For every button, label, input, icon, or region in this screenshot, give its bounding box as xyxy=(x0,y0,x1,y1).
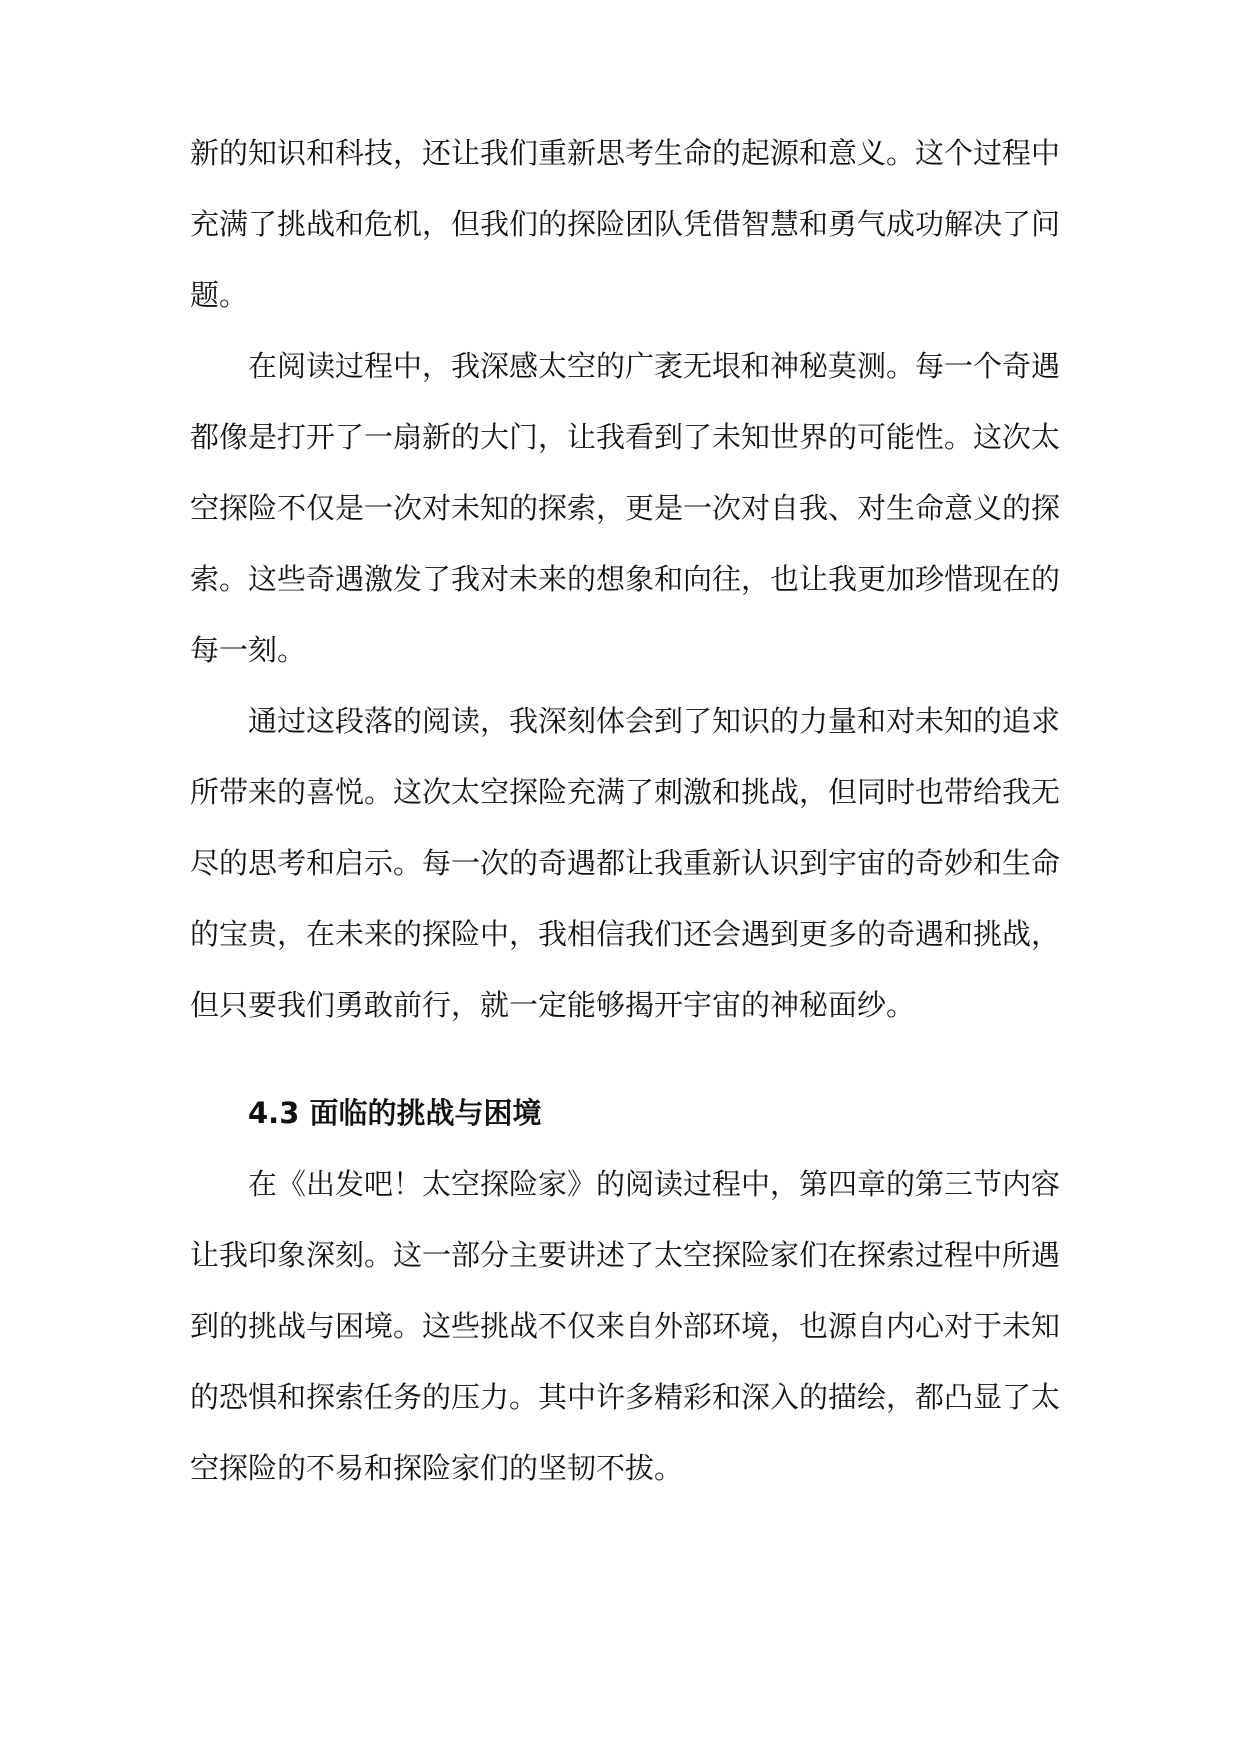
paragraph-continued: 新的知识和科技，还让我们重新思考生命的起源和意义。这个过程中充满了挑战和危机，但我们的探险团队凭借智慧和勇气成功解决了问题。 xyxy=(190,136,1061,312)
section-heading: 4.3 面临的挑战与困境 xyxy=(248,1096,542,1130)
paragraph-conclusion: 通过这段落的阅读，我深刻体会到了知识的力量和对未知的追求所带来的喜悦。这次太空探险充满了刺激和挑战，但同时也带给我无尽的思考和启示。每一次的奇遇都让我重新认识到宇宙的奇妙和生命的宝贵，在未来的探险中，我相信我们还会遇到更多的奇遇和挑战，但只要我们勇敢前行，就一定能够揭开宇宙的神秘面纱。 xyxy=(190,704,1061,1022)
paragraph-reading-feeling: 在阅读过程中，我深感太空的广袤无垠和神秘莫测。每一个奇遇都像是打开了一扇新的大门，让我看到了未知世界的可能性。这次太空探险不仅是一次对未知的探索，更是一次对自我、对生命意义的探索。这些奇遇激发了我对未来的想象和向往，也让我更加珍惜现在的每一刻。 xyxy=(190,349,1061,667)
document-body xyxy=(190,118,1060,1504)
section-spacer xyxy=(190,1041,1060,1078)
paragraph-section-intro: 在《出发吧！太空探险家》的阅读过程中，第四章的第三节内容让我印象深刻。这一部分主要讲述了太空探险家们在探索过程中所遇到的挑战与困境。这些挑战不仅来自外部环境，也源自内心对于未知的恐惧和探索任务的压力。其中许多精彩和深入的描绘，都凸显了太空探险的不易和探险家们的坚韧不拔。 xyxy=(190,1167,1061,1485)
